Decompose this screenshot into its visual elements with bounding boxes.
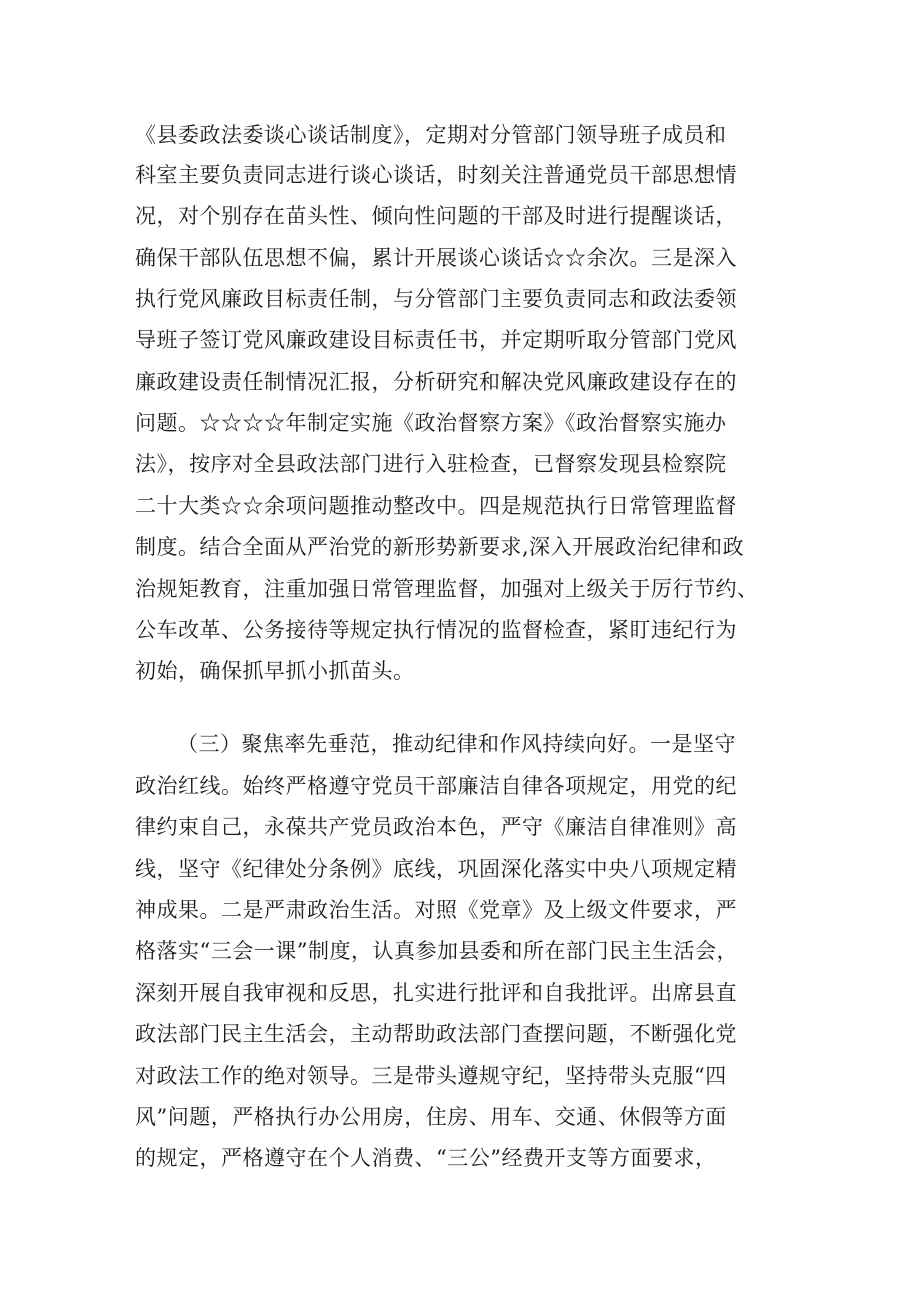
text-line: 风”问题，严格执行办公用房，住房、用车、交通、休假等方面 xyxy=(135,1105,727,1129)
text-line: 对政法工作的绝对领导。三是带头遵规守纪，坚持带头克服“四 xyxy=(135,1064,727,1088)
text-line: 二十大类☆☆余项问题推动整改中。四是规范执行日常管理监督 xyxy=(135,494,737,518)
text-line: 确保干部队伍思想不偏，累计开展谈心谈话☆☆余次。三是深入 xyxy=(135,246,737,270)
text-line: 神成果。二是严肃政治生活。对照《党章》及上级文件要求，严 xyxy=(135,898,737,922)
text-line: 深刻开展自我审视和反思，扎实进行批评和自我批评。出席县直 xyxy=(135,981,737,1005)
text-line: 律约束自己，永葆共产党员政治本色，严守《廉洁自律准则》高 xyxy=(135,815,737,839)
text-line: 《县委政法委谈心谈话制度》，定期对分管部门领导班子成员和 xyxy=(135,123,727,147)
text-line: 政治红线。始终严格遵守党员干部廉洁自律各项规定，用党的纪 xyxy=(135,774,737,798)
text-line: 线，坚守《纪律处分条例》底线，巩固深化落实中央八项规定精 xyxy=(135,857,737,881)
text-line: 格落实“三会一课”制度，认真参加县委和所在部门民主生活会， xyxy=(135,939,738,963)
text-line: 制度。结合全面从严治党的新形势新要求,深入开展政治纪律和政 xyxy=(135,535,745,559)
text-line: 法》，按序对全县政法部门进行入驻检查，已督察发现县检察院 xyxy=(135,452,727,476)
text-line: 公车改革、公务接待等规定执行情况的监督检查，紧盯违纪行为 xyxy=(135,618,737,642)
text-line: 治规矩教育，注重加强日常管理监督，加强对上级关于厉行节约、 xyxy=(135,577,759,601)
text-line: 政法部门民主生活会，主动帮助政法部门查摆问题，不断强化党 xyxy=(135,1022,737,1046)
text-line: 问题。☆☆☆☆年制定实施《政治督察方案》《政治督察实施办 xyxy=(135,411,727,435)
text-line: 执行党风廉政目标责任制，与分管部门主要负责同志和政法委领 xyxy=(135,287,737,311)
text-line: 科室主要负责同志进行谈心谈话，时刻关注普通党员干部思想情 xyxy=(135,163,737,187)
text-line: 的规定，严格遵守在个人消费、“三公”经费开支等方面要求， xyxy=(135,1146,717,1170)
text-line: 初始，确保抓早抓小抓苗头。 xyxy=(135,659,415,683)
text-line: 廉政建设责任制情况汇报，分析研究和解决党风廉政建设存在的 xyxy=(135,370,737,394)
text-line: 况，对个别存在苗头性、倾向性问题的干部及时进行提醒谈话， xyxy=(135,204,737,228)
paragraph-first-line: （三）聚焦率先垂范，推动纪律和作风持续向好。一是坚守 xyxy=(177,732,736,756)
text-line: 导班子签订党风廉政建设目标责任书，并定期听取分管部门党风 xyxy=(135,328,737,352)
